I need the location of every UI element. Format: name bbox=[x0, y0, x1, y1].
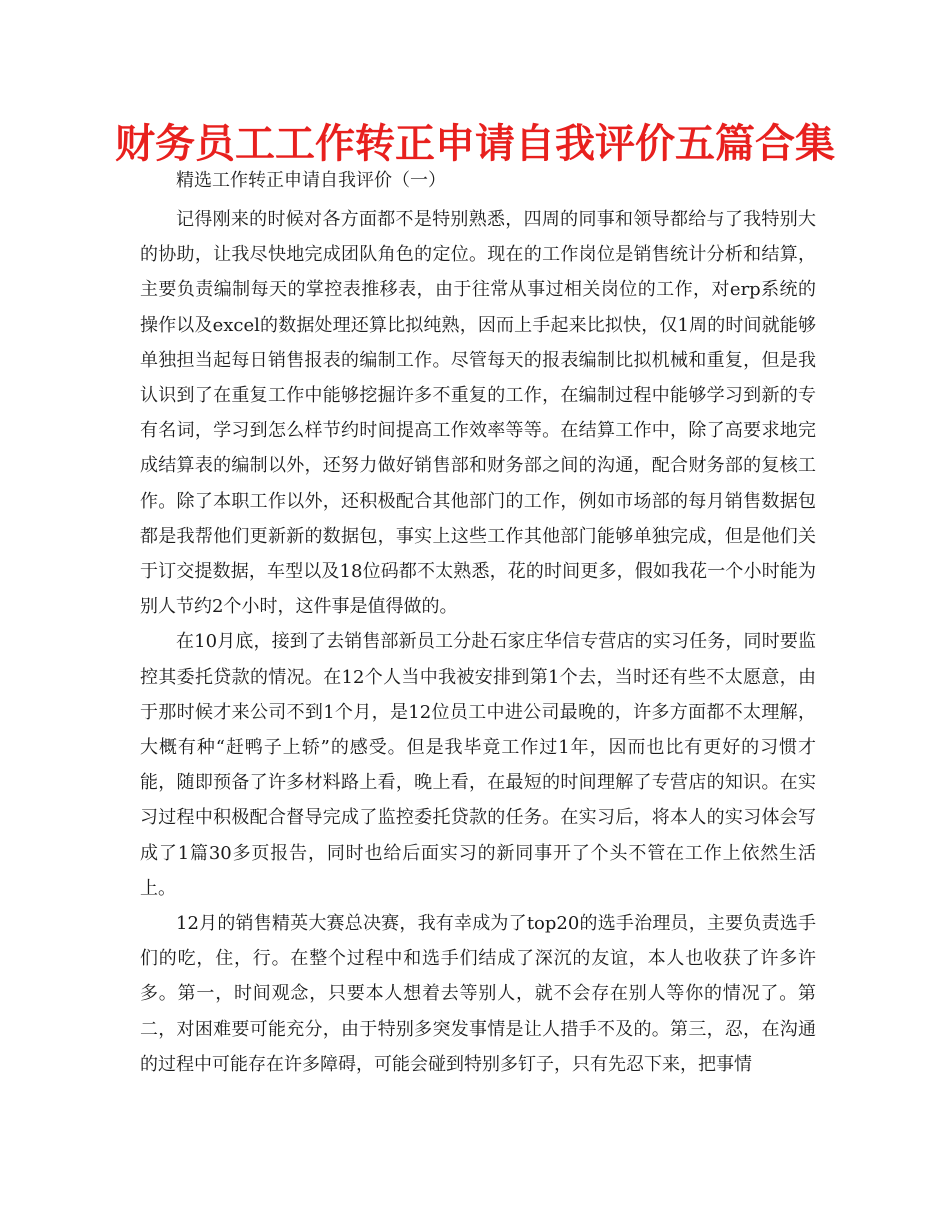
paragraph: 12月的销售精英大赛总决赛，我有幸成为了top20的选手治理员，主要负责选手们的吃，住，行。在整个过程中和选手们结成了深沉的友谊，本人也收获了许多许多。第一，时间观念，只要本人想着去等别人，就不会存在别人等你的情况了。第二，对困难要可能充分，由于特别多突发事情是让人措手不及的。第三，忍，在沟通的过程中可能存在许多障碍，可能会碰到特别多钉子，只有先忍下来，把事情 bbox=[140, 913, 816, 1075]
document-body bbox=[140, 202, 816, 1082]
paragraph: 记得刚来的时候对各方面都不是特别熟悉，四周的同事和领导都给与了我特别大的协助，让我尽快地完成团队角色的定位。现在的工作岗位是销售统计分析和结算，主要负责编制每天的掌控表推移表，由于往常从事过相关岗位的工作，对erp系统的操作以及excel的数据处理还算比拟纯熟，因而上手起来比拟快，仅1周的时间就能够单独担当起每日销售报表的编制工作。尽管每天的报表编制比拟机械和重复，但是我认识到了在重复工作中能够挖掘许多不重复的工作，在编制过程中能够学习到新的专有名词，学习到怎么样节约时间提高工作效率等等。在结算工作中，除了高要求地完成结算表的编制以外，还努力做好销售部和财务部之间的沟通，配合财务部的复核工作。除了本职工作以外，还积极配合其他部门的工作，例如市场部的每月销售数据包都是我帮他们更新新的数据包，事实上这些工作其他部门能够单独完成，但是他们关于订交提数据，车型以及18位码都不太熟悉，花的时间更多，假如我花一个小时能为别人节约2个小时，这件事是值得做的。 bbox=[140, 209, 816, 618]
paragraph: 在10月底，接到了去销售部新员工分赴石家庄华信专营店的实习任务，同时要监控其委托贷款的情况。在12个人当中我被安排到第1个去，当时还有些不太愿意，由于那时候才来公司不到1个月，是12位员工中进公司最晚的，许多方面都不太理解，大概有种“赶鸭子上轿”的感受。但是我毕竟工作过1年，因而也比有更好的习惯才能，随即预备了许多材料路上看，晚上看，在最短的时间理解了专营店的知识。在实习过程中积极配合督导完成了监控委托贷款的任务。在实习后，将本人的实习体会写成了1篇30多页报告，同时也给后面实习的新同事开了个头不管在工作上依然生活上。 bbox=[140, 631, 816, 899]
section-subtitle: 精选工作转正申请自我评价（一） bbox=[176, 170, 446, 191]
document-title: 财务员工工作转正申请自我评价五篇合集 bbox=[115, 121, 835, 167]
